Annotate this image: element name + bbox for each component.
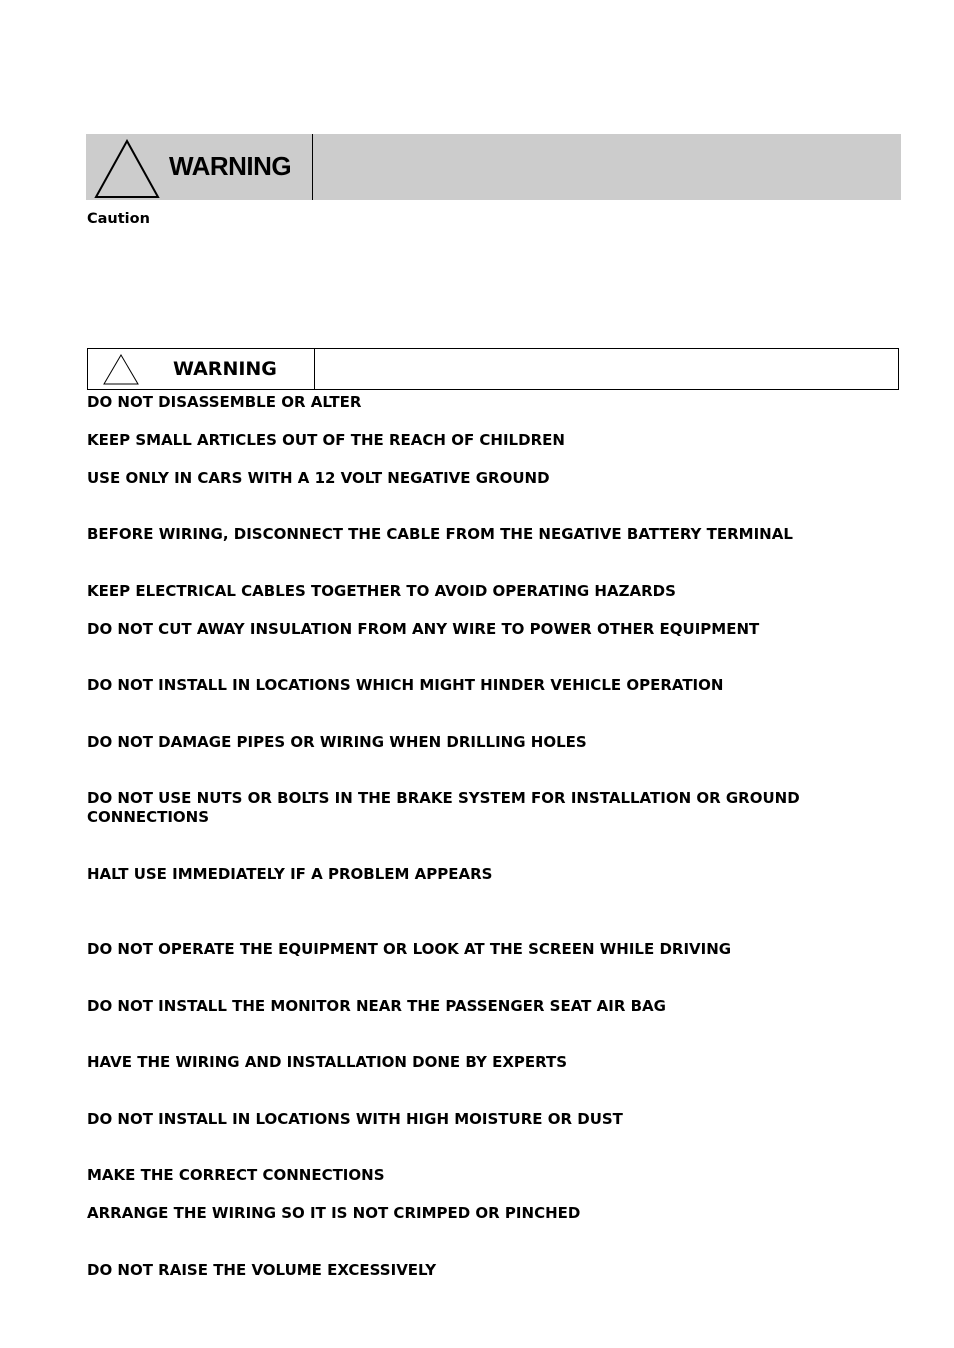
warning-line: HAVE THE WIRING AND INSTALLATION DONE BY EXPERTS xyxy=(87,1053,568,1071)
warning-line: BEFORE WIRING, DISCONNECT THE CABLE FROM THE NEGATIVE BATTERY TERMINAL xyxy=(87,525,793,543)
warning-line: HALT USE IMMEDIATELY IF A PROBLEM APPEARS xyxy=(87,865,493,883)
warning-line: DO NOT DISASSEMBLE OR ALTER xyxy=(87,393,362,411)
warning-line: DO NOT INSTALL IN LOCATIONS WITH HIGH MOISTURE OR DUST xyxy=(87,1110,623,1128)
warning-line: DO NOT RAISE THE VOLUME EXCESSIVELY xyxy=(87,1261,437,1279)
warning-triangle-icon xyxy=(103,354,139,385)
warning-banner-top-title: WARNING xyxy=(169,151,292,181)
warning-banner-box-title: WARNING xyxy=(173,358,277,380)
warning-line: MAKE THE CORRECT CONNECTIONS xyxy=(87,1166,385,1184)
warning-line: KEEP SMALL ARTICLES OUT OF THE REACH OF CHILDREN xyxy=(87,431,565,449)
warning-line: USE ONLY IN CARS WITH A 12 VOLT NEGATIVE GROUND xyxy=(87,469,550,487)
warning-line: DO NOT OPERATE THE EQUIPMENT OR LOOK AT THE SCREEN WHILE DRIVING xyxy=(87,940,732,958)
caution-label: Caution xyxy=(87,211,150,227)
warning-banner-top-icon-cell xyxy=(86,134,313,200)
warning-line: KEEP ELECTRICAL CABLES TOGETHER TO AVOID OPERATING HAZARDS xyxy=(87,582,676,600)
warning-banner-box xyxy=(87,348,899,390)
warning-line: DO NOT CUT AWAY INSULATION FROM ANY WIRE TO POWER OTHER EQUIPMENT xyxy=(87,620,760,638)
warning-triangle-icon xyxy=(94,139,160,199)
warning-line: DO NOT USE NUTS OR BOLTS IN THE BRAKE SYSTEM FOR INSTALLATION OR GROUND CONNECTIONS xyxy=(87,789,800,826)
warning-line: DO NOT INSTALL IN LOCATIONS WHICH MIGHT HINDER VEHICLE OPERATION xyxy=(87,676,724,694)
warning-banner-top xyxy=(86,134,901,200)
warning-line: ARRANGE THE WIRING SO IT IS NOT CRIMPED OR PINCHED xyxy=(87,1204,581,1222)
warning-banner-box-icon-cell xyxy=(88,349,315,389)
warning-line: DO NOT INSTALL THE MONITOR NEAR THE PASSENGER SEAT AIR BAG xyxy=(87,997,666,1015)
warning-line: DO NOT DAMAGE PIPES OR WIRING WHEN DRILLING HOLES xyxy=(87,733,587,751)
